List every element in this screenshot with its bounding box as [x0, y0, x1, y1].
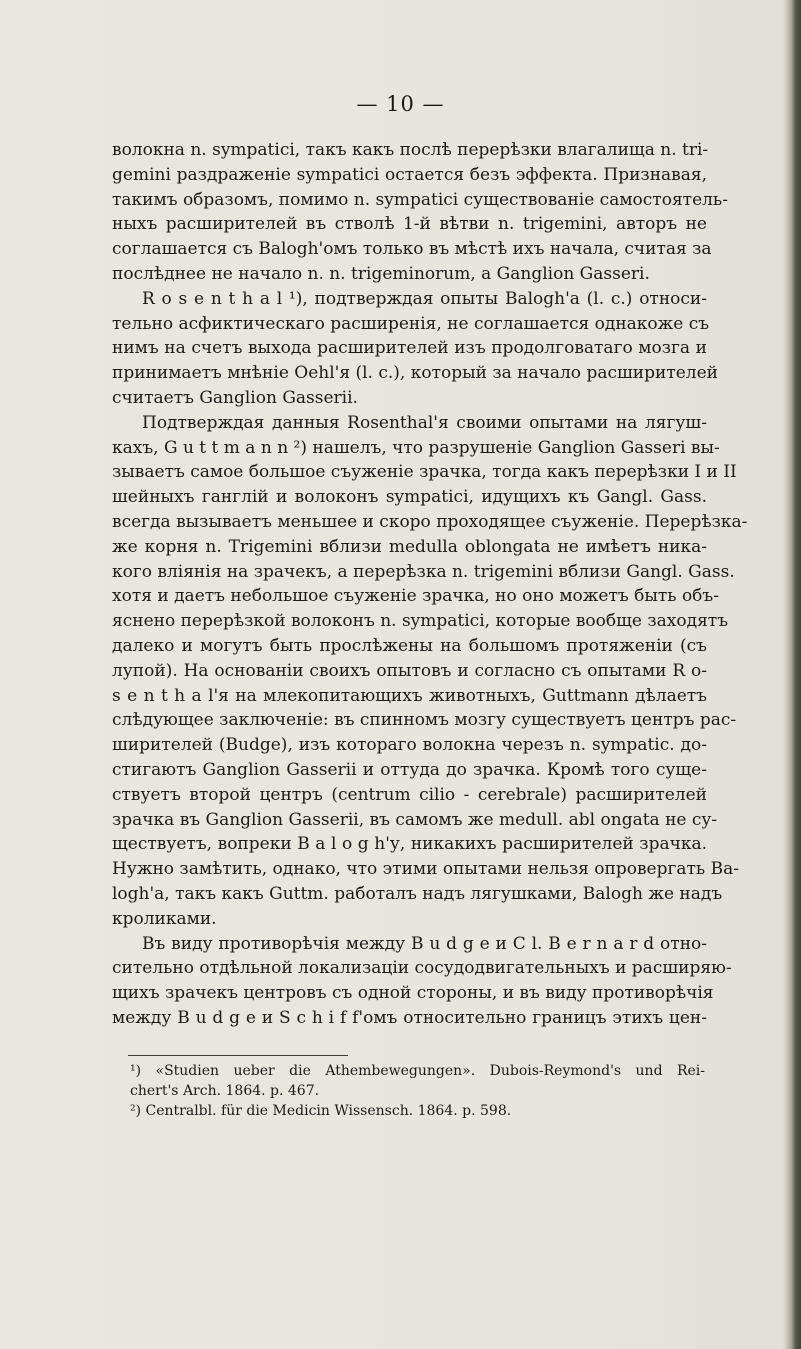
- text-line: Подтверждая данныя Rosenthal'я своими опытами на лягуш-: [142, 412, 707, 433]
- text-line: тельно асфиктическаго расширенія, не соглашается однакоже съ: [112, 313, 710, 334]
- text-line: Нужно замѣтить, однако, что этими опытами нельзя опровергать Ва-: [112, 859, 739, 880]
- text-line: ствуетъ второй центръ (centrum cilio - cerebrale) расширителей: [112, 784, 707, 805]
- text-line: зываетъ самое большое съуженіе зрачка, тогда какъ перерѣзки I и II: [112, 462, 737, 483]
- text-line: считаетъ Ganglion Gasserii.: [112, 387, 358, 408]
- text-line: волокна n. sympaticі, такъ какъ послѣ перерѣзки влагалища n. tri-: [112, 140, 709, 160]
- page-number: — 10 —: [356, 92, 445, 116]
- text-line: яснено перерѣзкой волоконъ n. sympaticі, которые вообще заходятъ: [112, 611, 729, 632]
- text-line: R o s e n t h a l ¹), подтверждая опыты Balogh'a (l. c.) относи-: [142, 288, 707, 309]
- text-line: сительно отдѣльной локализаціи сосудодвигательныхъ и расширяю-: [112, 958, 732, 979]
- text-line: кого вліянія на зрачекъ, а перерѣзка n. trigemini вблизи Gangl. Gass.: [112, 561, 735, 582]
- text-line: всегда вызываетъ меньшее и скоро проходящее съуженіе. Перерѣзка-: [112, 511, 748, 532]
- footnote-line: chert's Arch. 1864. p. 467.: [130, 1083, 320, 1099]
- text-line: соглашается съ Balogh'омъ только въ мѣстѣ ихъ начала, считая за: [112, 239, 712, 260]
- text-line: ширителей (Budge), изъ котораго волокна черезъ n. sympatic. до-: [112, 735, 707, 756]
- text-line: стигаютъ Ganglion Gasserii и оттуда до зрачка. Кромѣ того суще-: [112, 759, 707, 780]
- text-line: принимаетъ мнѣніе Oehl'я (l. c.), который за начало расширителей: [112, 363, 718, 384]
- footnote-line: ¹) «Studien ueber die Athembewegungen». Dubois-Reymond's und Rei-: [130, 1063, 705, 1079]
- text-line: далеко и могутъ быть прослѣжены на большомъ протяженіи (съ: [112, 635, 707, 656]
- text-line: между B u d g e и S c h i f f'омъ относительно границъ этихъ цен-: [112, 1007, 707, 1028]
- text-line: gemini раздраженіе sympaticі остается безъ эффекта. Признавая,: [112, 164, 707, 185]
- footnote-line: ²) Centralbl. für die Medicin Wissensch. 1864. p. 598.: [130, 1103, 512, 1119]
- page-edge-shadow: [783, 0, 801, 1349]
- text-line: щихъ зрачекъ центровъ съ одной стороны, и въ виду противорѣчія: [112, 983, 714, 1004]
- footnotes: [130, 1061, 705, 1121]
- text-line: кахъ, G u t t m a n n ²) нашелъ, что разрушеніе Ganglion Gasseri вы-: [112, 437, 720, 458]
- text-line: хотя и даетъ небольшое съуженіе зрачка, но оно можетъ быть объ-: [112, 586, 719, 607]
- text-line: же корня n. Trigemini вблизи medulla oblongata не имѣетъ ника-: [112, 536, 707, 557]
- text-line: logh'a, такъ какъ Guttm. работалъ надъ лягушками, Balogh же надъ: [112, 883, 723, 904]
- text-line: ществуетъ, вопреки B a l o g h'у, никакихъ расширителей зрачка.: [112, 834, 707, 855]
- text-line: шейныхъ ганглій и волоконъ sympaticі, идущихъ къ Gangl. Gass.: [112, 487, 707, 508]
- text-line: лупой). На основаніи своихъ опытовъ и согласно съ опытами R o-: [112, 660, 707, 681]
- text-line: Въ виду противорѣчія между B u d g e и C l. B e r n a r d отно-: [142, 933, 707, 954]
- body-text: [112, 138, 748, 1031]
- text-line: s e n t h a l'я на млекопитающихъ животныхъ, Guttmann дѣлаетъ: [112, 685, 707, 706]
- text-line: слѣдующее заключеніе: въ спинномъ мозгу существуетъ центръ рас-: [112, 710, 737, 731]
- text-line: нимъ на счетъ выхода расширителей изъ продолговатаго мозга и: [112, 338, 707, 359]
- text-line: такимъ образомъ, помимо n. sympaticі существованіе самостоятель-: [112, 189, 728, 210]
- text-line: ныхъ расширителей въ стволѣ 1-й вѣтви n. trigemini, авторъ не: [112, 214, 707, 235]
- text-line: зрачка въ Ganglion Gasserii, въ самомъ же medull. abl ongata не су-: [112, 809, 718, 830]
- text-line: послѣднее не начало n. n. trigeminorum, а Ganglion Gasseri.: [112, 263, 650, 284]
- footnote-separator: [128, 1055, 348, 1056]
- text-line: кроликами.: [112, 908, 217, 929]
